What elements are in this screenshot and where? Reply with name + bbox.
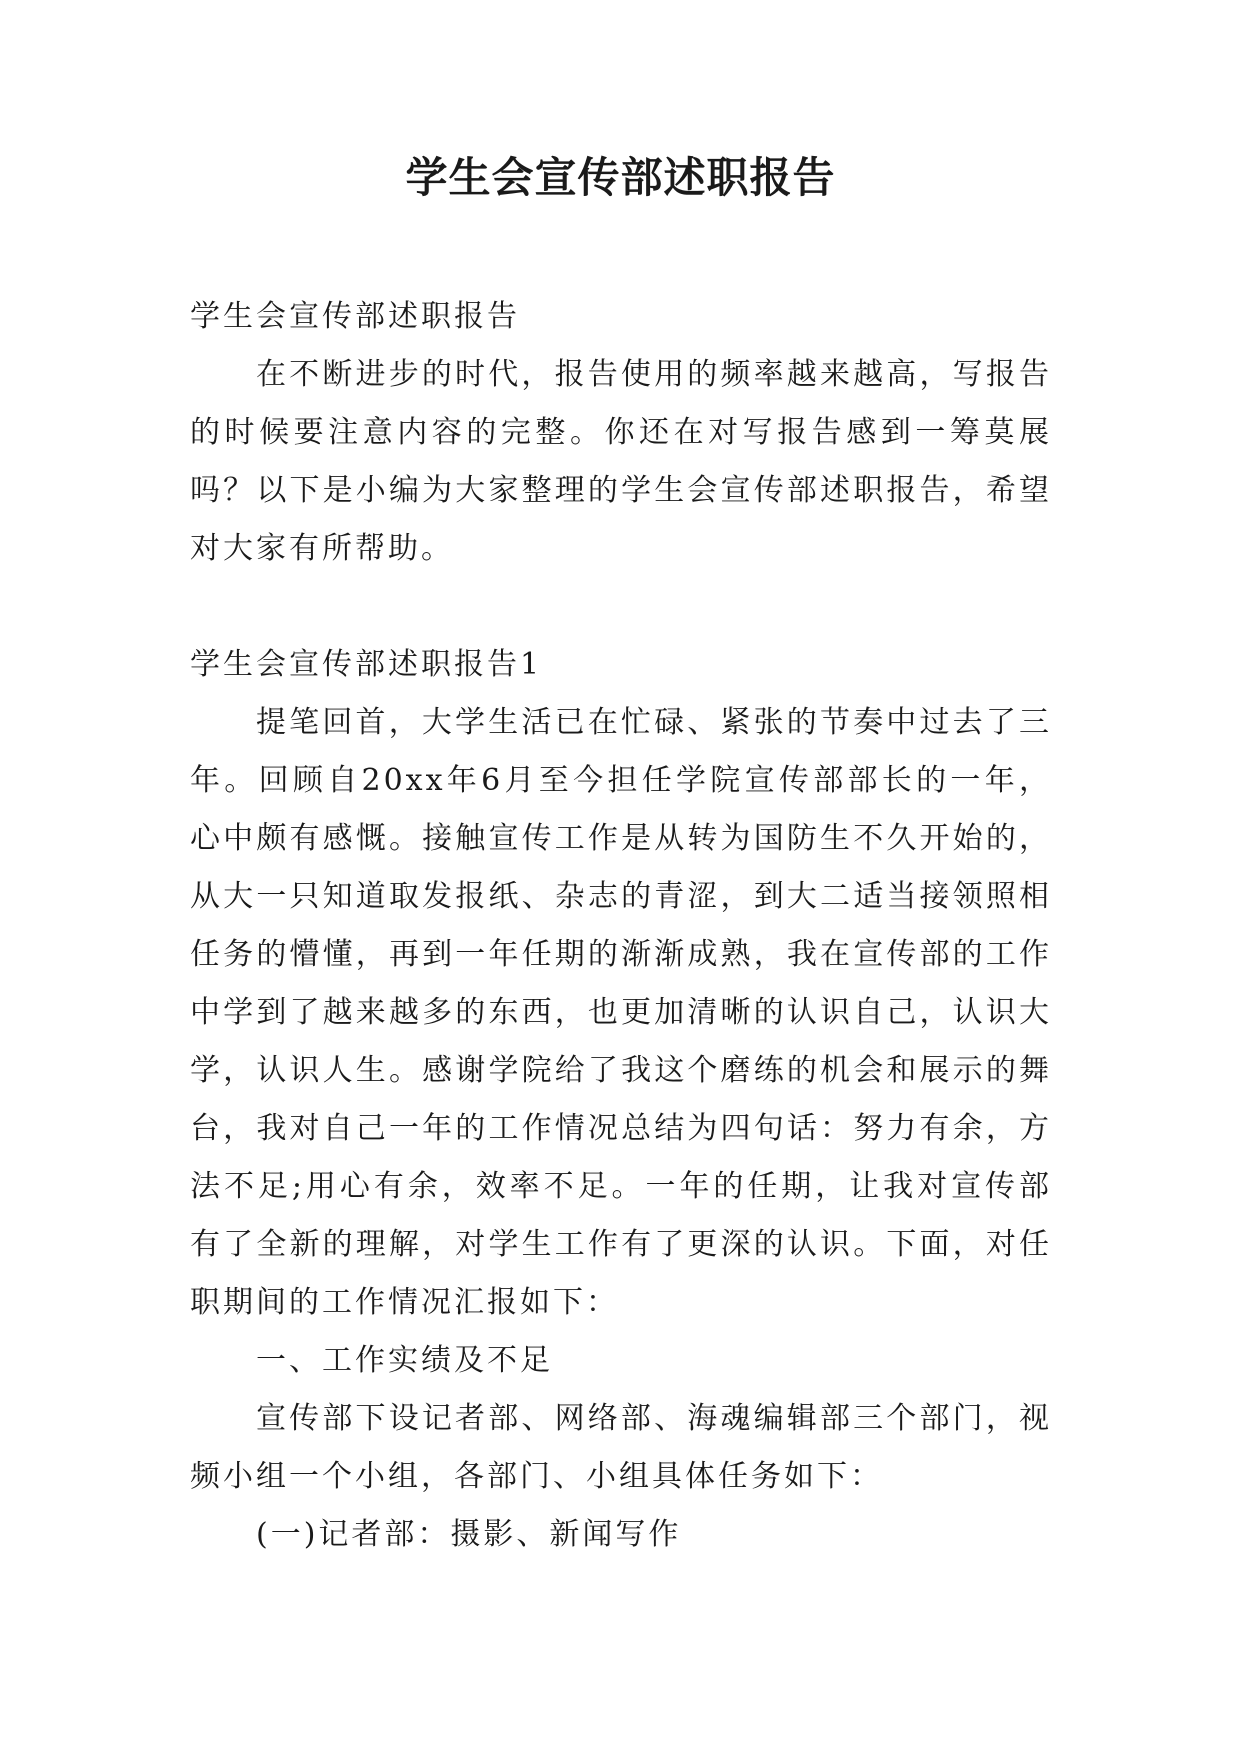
body-paragraph: 宣传部下设记者部、网络部、海魂编辑部三个部门，视频小组一个小组，各部门、小组具体任务如下： xyxy=(190,1401,1052,1494)
document-body xyxy=(190,288,1052,1564)
body-paragraph: 提笔回首，大学生活已在忙碌、紧张的节奏中过去了三年。回顾自20xx年6月至今担任学院宣传部部长的一年，心中颇有感慨。接触宣传工作是从转为国防生不久开始的，从大一只知道取发报纸、杂志的青涩，到大二适当接领照相任务的懵懂，再到一年任期的渐渐成熟，我在宣传部的工作中学到了越来越多的东西，也更加清晰的认识自己，认识大学，认识人生。感谢学院给了我这个磨练的机会和展示的舞台，我对自己一年的工作情况总结为四句话：努力有余，方法不足;用心有余，效率不足。一年的任期，让我对宣传部有了全新的理解，对学生工作有了更深的认识。下面，对任职期间的工作情况汇报如下： xyxy=(190,705,1052,1320)
subheading: 一、工作实绩及不足 xyxy=(256,1343,553,1378)
page-title: 学生会宣传部述职报告 xyxy=(405,153,836,202)
intro-paragraph: 在不断进步的时代，报告使用的频率越来越高，写报告的时候要注意内容的完整。你还在对写报告感到一筹莫展吗？以下是小编为大家整理的学生会宣传部述职报告，希望对大家有所帮助。 xyxy=(190,357,1052,566)
section-heading: 学生会宣传部述职报告1 xyxy=(190,647,543,682)
paragraph-gap xyxy=(190,578,1052,636)
document-subtitle: 学生会宣传部述职报告 xyxy=(190,299,520,334)
subheading: (一)记者部：摄影、新闻写作 xyxy=(256,1517,682,1552)
